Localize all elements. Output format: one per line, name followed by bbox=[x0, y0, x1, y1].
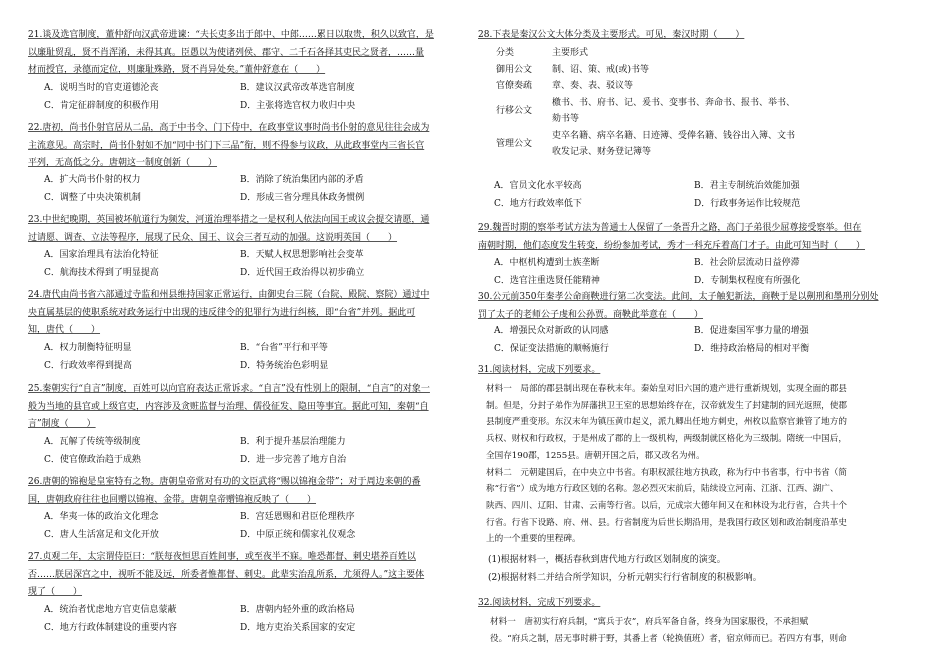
material-line: 全国存190郡，1255县。唐朝开国之后，郡又改名为州。 bbox=[486, 450, 705, 461]
option-c: C．唐人生活富足和文化开放 bbox=[44, 530, 159, 540]
option-a: A．国家治理具有法治化特征 bbox=[44, 250, 159, 260]
table-cell-category: 官僚奏疏 bbox=[496, 81, 533, 91]
material-line: 役。“府兵之制，居无事时耕于野，其番上者（轮换值班）者，宿京师而已。若四方有事，则命 bbox=[490, 633, 847, 644]
question-31 bbox=[478, 362, 928, 380]
material-line: 材料二 元朝建国后，在中央立中书省。有职权派往地方执政，称为行中书省事，行中书省（简 bbox=[486, 467, 847, 478]
material-line: 制。但是，分封子弟作为屏藩拱卫王室的思想始终存在，汉帝就发生了封建制的回光返照，使郡 bbox=[486, 400, 847, 411]
subquestion-2: (2)根据材料二并结合所学知识，分析元朝实行行省制度的积极影响。 bbox=[488, 572, 762, 583]
option-a: A．扩大尚书仆射的权力 bbox=[44, 175, 141, 185]
question-24-line-2: 央直属基层的使职系统对政务运行中出现的违反律令的犯罪行为进行纠核，即“台省”并列。据此可 bbox=[28, 307, 416, 318]
option-b: B．君主专制统治效能加强 bbox=[694, 181, 800, 191]
question-30 bbox=[478, 289, 928, 324]
option-b: B．社会阶层流动日益停滞 bbox=[694, 258, 800, 268]
question-29-line-1: 29.魏晋时期的察举考试方法为普通士人保留了一条晋升之路，高门子弟很少屈尊接受察举。但在 bbox=[478, 223, 862, 233]
option-a: A．说明当时的官吏道德沦丧 bbox=[44, 83, 159, 93]
option-a: A．统治者忧虑地方官吏信息蒙蔽 bbox=[44, 605, 177, 615]
question-31-subquestions bbox=[488, 552, 928, 587]
question-22 bbox=[28, 120, 468, 173]
question-26 bbox=[28, 474, 468, 509]
question-21-line-2: 以廉耻贸乱，贤不肖浑淆，未得其真。臣愚以为使诸列侯、郡守、二千石各择其吏民之贤者，……量 bbox=[28, 47, 425, 58]
option-d: D．维持政治格局的相对平衡 bbox=[694, 344, 810, 354]
option-d: D．特务统治色彩明显 bbox=[240, 361, 329, 371]
table-cell-category: 行移公文 bbox=[496, 105, 533, 116]
option-d: D．行政事务运作比较规范 bbox=[694, 199, 801, 209]
option-c: C．使官僚政治趋于成熟 bbox=[44, 455, 141, 465]
table-cell-forms-line: 吏卒名籍、病卒名籍、日迹簿、受俸名籍、钱谷出入簿、文书 bbox=[552, 130, 796, 141]
table-cell-category: 御用公文 bbox=[496, 64, 533, 75]
question-31-title: 31.阅读材料，完成下列要求。 bbox=[478, 365, 601, 375]
material-line: 行省。行省下设路、府、州、县。行省制度为后世长期沿用，是我国行政区划和政治制度沿革史 bbox=[486, 517, 847, 528]
option-b: B．建议汉武帝改革选官制度 bbox=[240, 83, 355, 93]
option-d: D．近代国王政治得以初步确立 bbox=[240, 268, 365, 278]
question-24-line-1: 24.唐代由尚书省六部通过寺监和州县维持国家正常运行，由御史台三院（台院、殿院、察院）通过中 bbox=[28, 290, 430, 300]
table-row bbox=[496, 95, 799, 128]
option-d: D．形成三省分理具体政务惯例 bbox=[240, 193, 365, 203]
option-a: A．增强民众对新政的认同感 bbox=[494, 326, 609, 336]
option-c: C．保证变法措施的顺畅施行 bbox=[494, 344, 609, 354]
material-line: 材料一 唐初实行府兵制，“寓兵于农”，府兵军备自备，终身为国家服役，不承担赋 bbox=[490, 617, 809, 627]
option-c: C．调整了中央决策机制 bbox=[44, 193, 141, 203]
option-d: D．中原正统和儒家礼仪观念 bbox=[240, 530, 356, 540]
question-25-line-2: 般为当地的县官或上级官吏，内容涉及贪赃监督与治理、儒役征发、隐田等事宜。据此可知，秦朝“自 bbox=[28, 401, 429, 412]
option-c: C．地方行政体制建设的重要内容 bbox=[44, 623, 177, 633]
question-30-line-1: 30.公元前350年秦孝公命商鞅进行第二次变法。此间，太子触犯新法，商鞅于是以劓刑和墨刑分别处 bbox=[478, 292, 879, 302]
option-c: C．肯定征辟制度的积极作用 bbox=[44, 101, 159, 111]
option-d: D．地方吏治关系国家的安定 bbox=[240, 623, 356, 633]
question-28 bbox=[478, 27, 928, 45]
question-26-line-2: 国，唐朝政府往往也回赠以锦袍、金带。唐朝皇帝赠锦袍反映了（ ） bbox=[28, 494, 317, 505]
table-row bbox=[496, 128, 799, 161]
question-28-line-1: 28.下表是秦汉公文大体分类及主要形式。可见，秦汉时期（ ） bbox=[478, 30, 745, 40]
material-line: 称“行省”）成为地方行政区划的名称。忽必烈灭宋前后，陆续设立河南、江浙、江西、湖广、 bbox=[486, 484, 839, 495]
option-b: B．“台省”平行和平等 bbox=[240, 343, 328, 353]
question-23-line-1: 23.中世纪晚期，英国被坏航道行为频发，河道治理举措之一是权利人依法向国王或议会提交请愿，通 bbox=[28, 215, 430, 225]
document-types-table bbox=[496, 45, 799, 161]
question-24 bbox=[28, 287, 468, 340]
material-line: 兵权、财权和行政权，于是州成了郡的上一级机构，两级制就区格化为三级制。隋统一中国后， bbox=[486, 434, 847, 445]
question-27-line-2: 否……朕居深宫之中，视听不能及远，所委者惟都督、刺史。此辈实治乱所系，尤须得人。”这主要体 bbox=[28, 569, 425, 580]
table-cell-forms bbox=[552, 128, 799, 161]
option-a: A．中枢机构遭到士族垄断 bbox=[494, 258, 600, 268]
table-row bbox=[496, 78, 799, 95]
question-22-line-3: 平列，无高低之分。唐朝这一制度创新（ ） bbox=[28, 158, 218, 168]
question-29-line-2: 南朝时期，他们态度发生转变，纷纷参加考试，秀才一科充斥着高门才子。由此可知当时（ ） bbox=[478, 240, 866, 251]
table-cell-forms-line: 收发记录、财务登记簿等 bbox=[552, 147, 652, 157]
question-32-material bbox=[490, 614, 928, 647]
question-26-line-1: 26.唐朝的锦袍是皇室特有之物。唐朝皇帝常对有功的文臣武将“赐以锦袍金带”；对于周边来朝的番 bbox=[28, 477, 421, 487]
question-31-material bbox=[486, 381, 928, 548]
question-32 bbox=[478, 595, 928, 613]
material-line: 上的一个重要的里程碑。 bbox=[486, 534, 581, 545]
option-d: D．专制集权程度有所强化 bbox=[694, 276, 801, 286]
question-27-line-1: 27.贞观二年，太宗谓侍臣曰：“朕每夜恒思百姓间事，或至夜半不寐。唯恐都督、刺史堪养百姓以 bbox=[28, 552, 416, 562]
question-32-title: 32.阅读材料，完成下列要求。 bbox=[478, 598, 601, 608]
option-b: B．唐朝内轻外重的政治格局 bbox=[240, 605, 355, 615]
option-c: C．航海技术得到了明显提高 bbox=[44, 268, 159, 278]
option-b: B．利于提升基层治理能力 bbox=[240, 437, 346, 447]
table-header-cell: 分类 bbox=[496, 48, 515, 58]
question-25-line-3: 言”制度（ ） bbox=[28, 419, 96, 429]
question-22-line-2: 主流意见。高宗时，尚书仆射如不加“同中书门下三品”衔，则不得参与议政，从此政事堂内三省长官 bbox=[28, 140, 425, 151]
subquestion-1: (1)根据材料一，概括春秋到唐代地方行政区划制度的演变。 bbox=[488, 555, 726, 565]
option-c: C．地方行政效率低下 bbox=[494, 199, 582, 209]
table-cell-forms-line: 劾书等 bbox=[552, 114, 580, 124]
question-23 bbox=[28, 212, 468, 247]
table-header-cell: 主要形式 bbox=[552, 48, 589, 58]
option-a: A．瓦解了传统等级制度 bbox=[44, 437, 141, 447]
table-row bbox=[496, 62, 799, 79]
option-b: B．消除了统治集团内部的矛盾 bbox=[240, 175, 364, 185]
question-25-line-1: 25.秦朝实行“自言”制度，百姓可以向官府表达正常诉求。“自言”没有性别上的限制，“自言”的对象一 bbox=[28, 384, 430, 394]
table-cell-forms: 制、诏、策、戒(或)书等 bbox=[552, 64, 650, 75]
material-line: 县制度严重变形。东汉末年为镇压黄巾起义，派九卿出任地方刺史，州枚以监察官兼管了地方的 bbox=[486, 417, 847, 428]
option-d: D．主张将选官权力收归中央 bbox=[240, 101, 356, 111]
option-b: B．天赋人权思想影响社会变革 bbox=[240, 250, 364, 260]
question-23-line-2: 过请愿、调查、立法等程序，展现了民众、国王、议会三者互动的加强。这说明英国（ ） bbox=[28, 232, 398, 243]
question-21-line-3: 材而授官，录德而定位，则廉耻殊路，贤不肖异处矣。”董仲舒意在（ ） bbox=[28, 65, 326, 75]
option-a: A．官员文化水平较高 bbox=[494, 181, 582, 191]
option-c: C．行政效率得到提高 bbox=[44, 361, 132, 371]
question-30-line-2: 罚了太子的老师公子虔和公孙贾。商鞅此举意在（ ） bbox=[478, 309, 704, 320]
question-27 bbox=[28, 549, 468, 602]
table-cell-category: 管理公文 bbox=[496, 138, 533, 149]
question-22-line-1: 22.唐初，尚书仆射官居从二品，高于中书令、门下侍中，在政事堂议事时尚书仆射的意见往往会成为 bbox=[28, 123, 430, 133]
option-b: B．促进秦国军事力量的增强 bbox=[694, 326, 809, 336]
option-d: D．进一步完善了地方自治 bbox=[240, 455, 347, 465]
option-a: A．华夷一体的政治文化理念 bbox=[44, 512, 159, 522]
option-a: A．权力制衡特征明显 bbox=[44, 343, 132, 353]
material-line: 材料一 局部的郡县制出现在春秋末年。秦始皇对旧六国的遗产进行重新规划，实现全面的郡县 bbox=[486, 384, 847, 394]
table-cell-forms bbox=[552, 95, 799, 128]
option-b: B．宫廷恩赐和君臣伦理秩序 bbox=[240, 512, 355, 522]
material-line: 陕西、四川、辽阳、甘肃、云南等行省。以后，元成宗大德年间又在和林设为北行省，合共十个 bbox=[486, 500, 847, 511]
table-cell-forms-line: 檄书、书、府书、记、爰书、变事书、奔命书、报书、举书、 bbox=[552, 97, 796, 108]
question-27-line-3: 现了（ ） bbox=[28, 587, 83, 597]
table-cell-forms: 章、奏、表、驳议等 bbox=[552, 81, 634, 91]
question-21-line-1: 21.谈及选官制度，董仲舒向汉武帝进谏：“夫长吏多出于郎中、中郎……累日以取贵，积久以致官，是 bbox=[28, 30, 434, 40]
option-c: C．选官注重选贤任能精神 bbox=[494, 276, 600, 286]
question-29 bbox=[478, 220, 928, 255]
question-25 bbox=[28, 381, 468, 434]
question-21 bbox=[28, 27, 468, 80]
question-24-line-3: 知，唐代（ ） bbox=[28, 325, 101, 335]
table-header-row bbox=[496, 45, 799, 62]
